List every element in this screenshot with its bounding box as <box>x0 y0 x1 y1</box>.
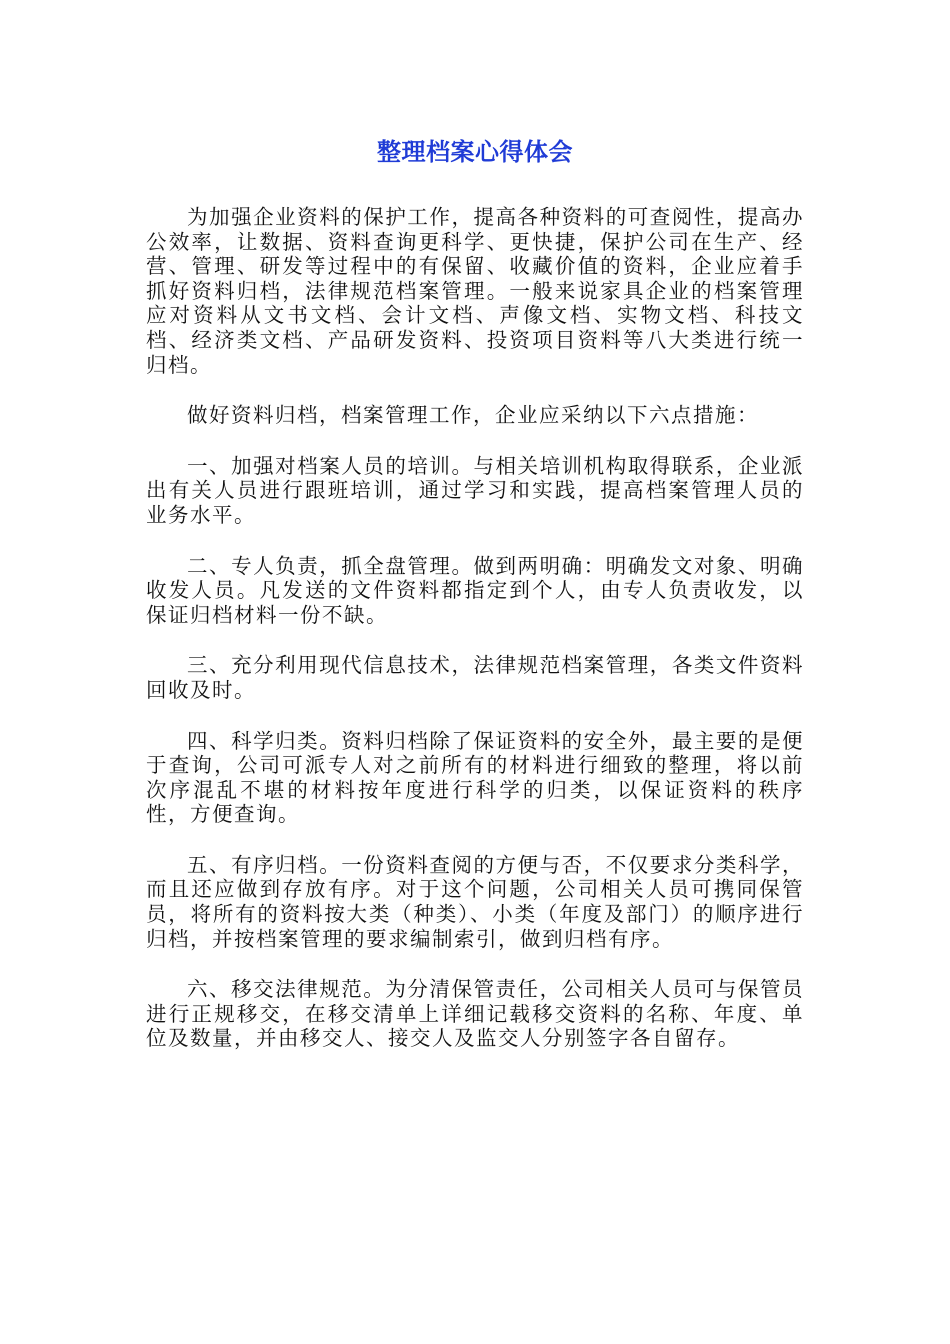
paragraph-measure-4: 四、科学归类。资料归档除了保证资料的安全外，最主要的是便于查询，公司可派专人对之前所有的材料进行细致的整理，将以前次序混乱不堪的材料按年度进行科学的归类，以保证资料的秩序性，方便查询。 <box>146 728 804 827</box>
paragraph-measure-5: 五、有序归档。一份资料查阅的方便与否，不仅要求分类科学，而且还应做到存放有序。对于这个问题，公司相关人员可携同保管员，将所有的资料按大类（种类）、小类（年度及部门）的顺序进行归档，并按档案管理的要求编制索引，做到归档有序。 <box>146 852 804 951</box>
paragraph-measure-3: 三、充分利用现代信息技术，法律规范档案管理，各类文件资料回收及时。 <box>146 653 804 702</box>
paragraph-measure-6: 六、移交法律规范。为分清保管责任，公司相关人员可与保管员进行正规移交，在移交清单上详细记载移交资料的名称、年度、单位及数量，并由移交人、接交人及监交人分别签字各自留存。 <box>146 977 804 1051</box>
paragraph-measure-1: 一、加强对档案人员的培训。与相关培训机构取得联系，企业派出有关人员进行跟班培训，通过学习和实践，提高档案管理人员的业务水平。 <box>146 453 804 527</box>
paragraph-measures-lead: 做好资料归档，档案管理工作，企业应采纳以下六点措施： <box>187 403 759 428</box>
document-title: 整理档案心得体会 <box>377 138 573 166</box>
paragraph-measure-2: 二、专人负责，抓全盘管理。做到两明确：明确发文对象、明确收发人员。凡发送的文件资料都指定到个人，由专人负责收发，以保证归档材料一份不缺。 <box>146 553 804 627</box>
paragraph-intro: 为加强企业资料的保护工作，提高各种资料的可查阅性，提高办公效率，让数据、资料查询更科学、更快捷，保护公司在生产、经营、管理、研发等过程中的有保留、收藏价值的资料，企业应着手抓好资料归档，法律规范档案管理。一般来说家具企业的档案管理应对资料从文书文档、会计文档、声像文档、实物文档、科技文档、经济类文档、产品研发资料、投资项目资料等八大类进行统一归档。 <box>146 205 804 377</box>
